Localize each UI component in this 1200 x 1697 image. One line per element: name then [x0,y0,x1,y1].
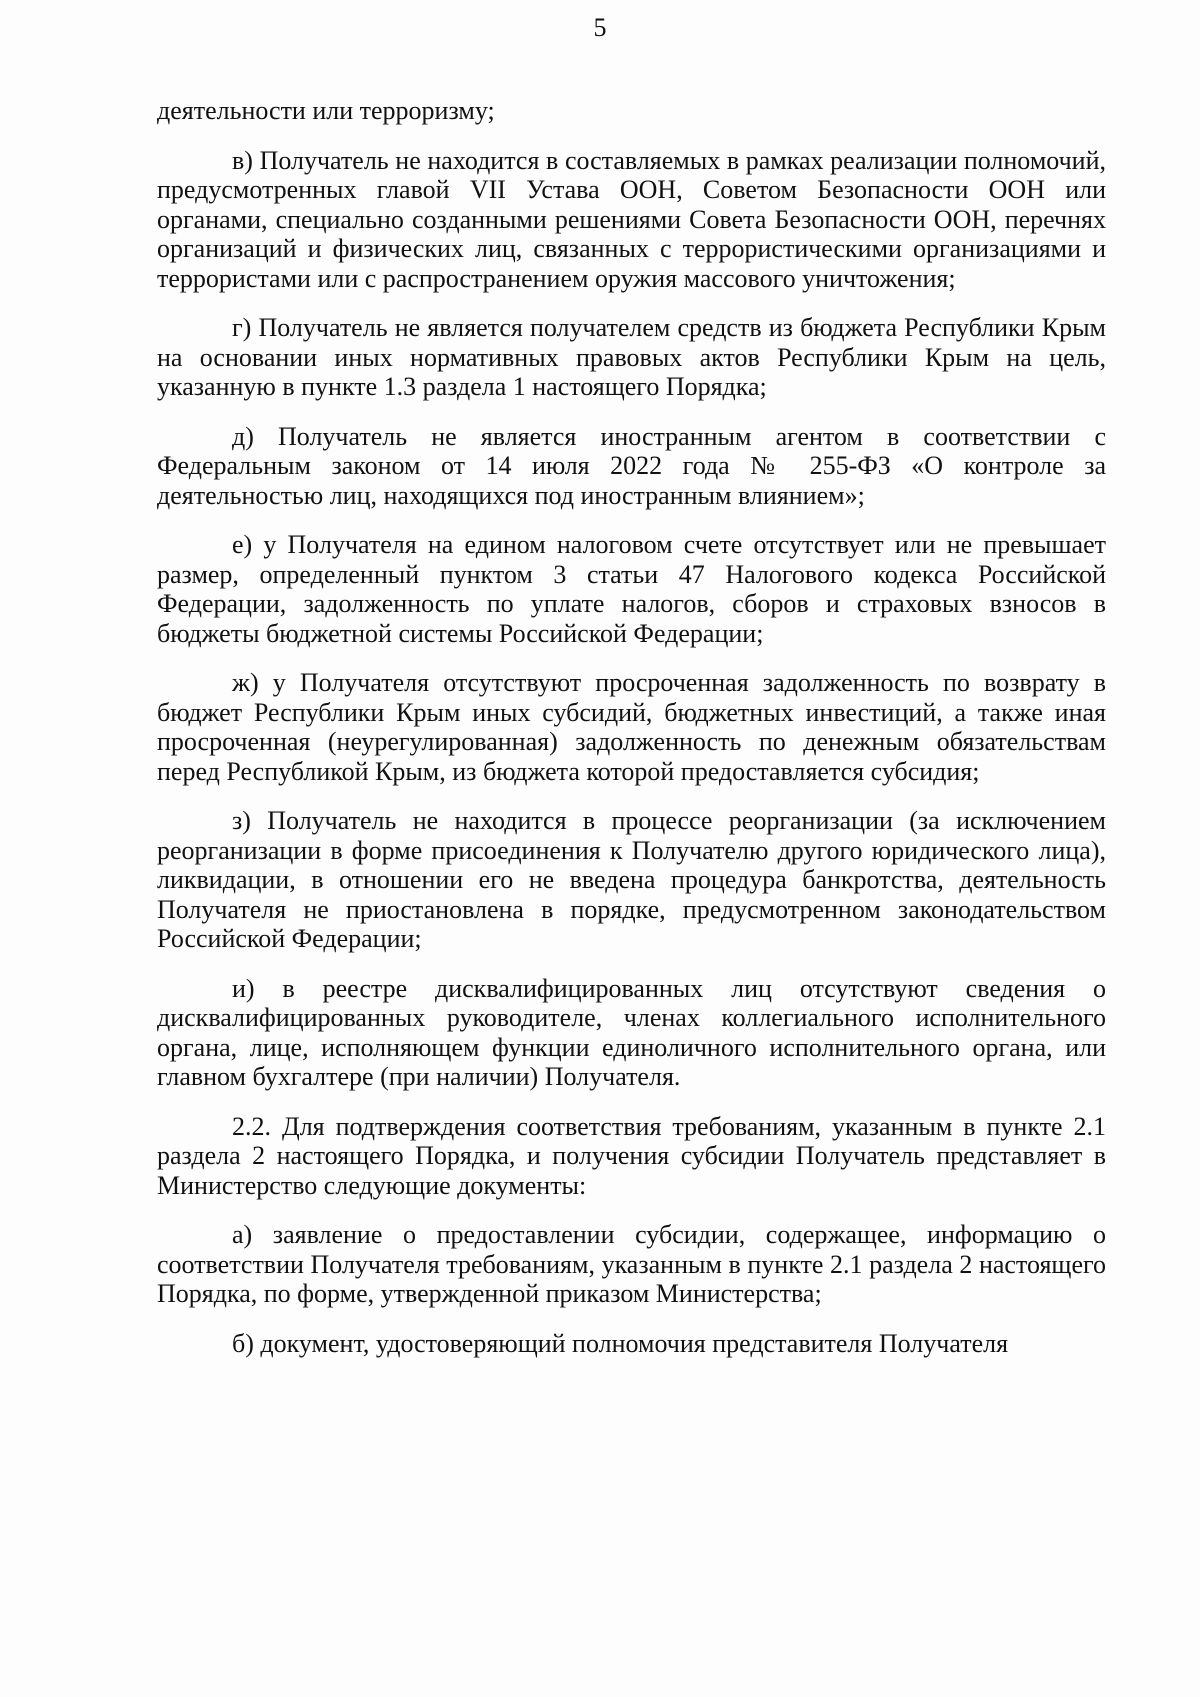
paragraph-item-d: д) Получатель не является иностранным агентом в соответствии с Федеральным законом от 14 июля 2022 года № 255-ФЗ «О контроле за деятельностью лиц, находящихся под иностранным влиянием»; [157,421,1106,510]
paragraph-item-e: е) у Получателя на едином налоговом счете отсутствует или не превышает размер, определенный пунктом 3 статьи 47 Налогового кодекса Российской Федерации, задолженность по уплате налогов, сборов и страховых взносов в бюджеты бюджетной системы Российской Федерации; [157,530,1106,648]
paragraph-item-v: в) Получатель не находится в составляемых в рамках реализации полномочий, предусмотренных главой VII Устава ООН, Советом Безопасности ООН или органами, специально созданными решениями Совета Безопасности ООН, перечнях организаций и физических лиц, связанных с террористическими организациями и террористами или с распространением оружия массового уничтожения; [157,145,1106,293]
paragraph-item-i: и) в реестре дисквалифицированных лиц отсутствуют сведения о дисквалифицированных руководителе, членах коллегиального исполнительного органа, лице, исполняющем функции единоличного исполнительного органа, или главном бухгалтере (при наличии) Получателя. [157,973,1106,1091]
page-number: 5 [593,13,607,42]
paragraph-continuation: деятельности или терроризму; [157,96,495,125]
paragraph-item-z: з) Получатель не находится в процессе реорганизации (за исключением реорганизации в форме присоединения к Получателю другого юридического лица), ликвидации, в отношении его не введена процедура банкротства, деятельность Получателя не приостановлена в порядке, предусмотренном законодательством Российской Федерации; [157,806,1106,953]
paragraph-section-2-2: 2.2. Для подтверждения соответствия требованиям, указанным в пункте 2.1 раздела 2 настоящего Порядка, и получения субсидии Получатель представляет в Министерство следующие документы: [157,1111,1106,1200]
paragraph-item-a: а) заявление о предоставлении субсидии, содержащее, информацию о соответствии Получателя требованиям, указанным в пункте 2.1 раздела 2 настоящего Порядка, по форме, утвержденной приказом Министерства; [157,1220,1106,1308]
paragraph-item-zh: ж) у Получателя отсутствуют просроченная задолженность по возврату в бюджет Республики Крым иных субсидий, бюджетных инвестиций, а также иная просроченная (неурегулированная) задолженность по денежным обязательствам перед Республикой Крым, из бюджета которой предоставляется субсидия; [157,668,1106,786]
paragraph-item-g: г) Получатель не является получателем средств из бюджета Республики Крым на основании иных нормативных правовых актов Республики Крым на цель, указанную в пункте 1.3 раздела 1 настоящего Порядка; [157,313,1106,401]
paragraph-item-b: б) документ, удостоверяющий полномочия представителя Получателя [232,1328,1009,1358]
document-body [157,96,1106,1358]
